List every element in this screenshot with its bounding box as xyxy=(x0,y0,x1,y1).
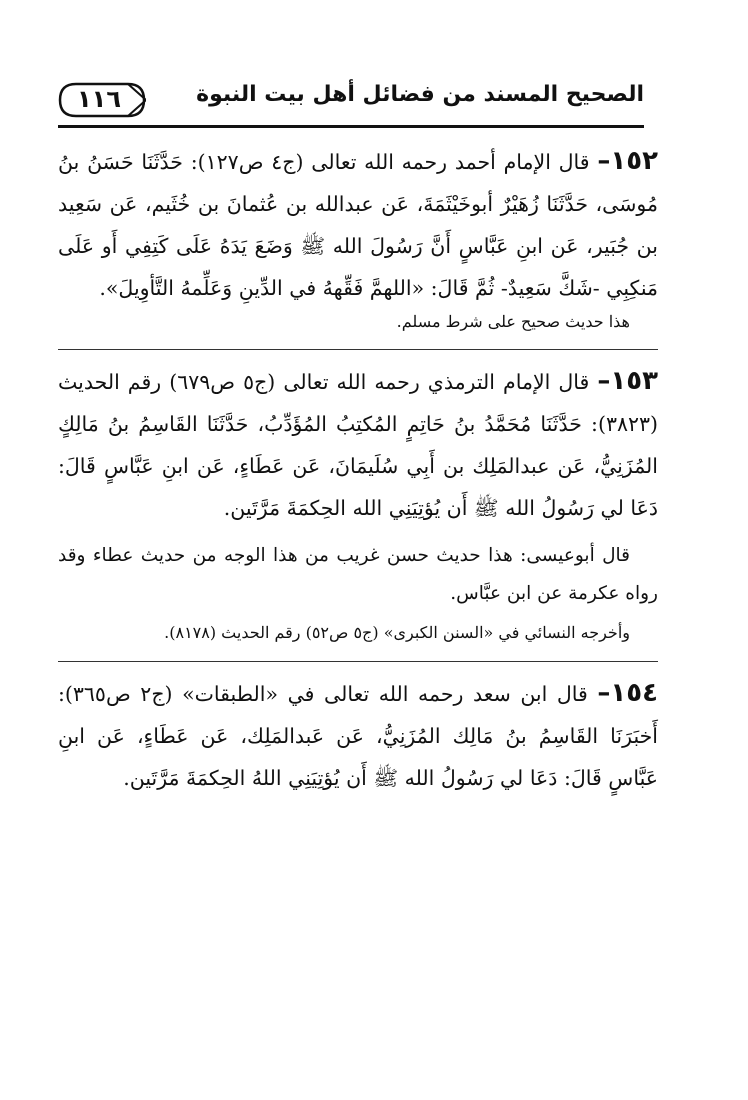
hadith-152 xyxy=(58,140,658,309)
running-title: الصحيح المسند من فضائل أهل بيت النبوة xyxy=(196,82,644,107)
page-number-badge xyxy=(58,82,146,118)
page-number: ١١٦ xyxy=(77,85,121,113)
page-content xyxy=(58,140,658,799)
hadith-153 xyxy=(58,360,658,529)
section-divider xyxy=(58,349,658,350)
section-divider xyxy=(58,661,658,662)
hadith-text: قال الإمام الترمذي رحمه الله تعالى (ج٥ ص٦٧٩) رقم الحديث (٣٨٢٣): حَدَّثَنَا مُحَمَّدُ بنُ حَاتِمٍ المُكتِبُ المُؤَدِّبُ، حَدَّثَنَا القَاسِمُ بنُ مَالِكٍ المُزَنِيُّ، عَن عبدالمَلِك بن أَبِي سُلَيمَانَ، عَن عَطَاءٍ، عَن ابنِ عَبَّاسٍ قَالَ: دَعَا لي رَسُولُ الله ﷺ أَن يُؤتِيَنِي الله الحِكمَةَ مَرَّتَين. xyxy=(58,370,658,520)
header-rule xyxy=(58,125,644,128)
page-header xyxy=(58,78,644,126)
hadith-154 xyxy=(58,672,658,799)
hadith-commentary: قال أبوعيسى: هذا حديث حسن غريب من هذا الوجه من حديث عطاء وقد رواه عكرمة عن ابن عبَّاس. xyxy=(58,545,658,604)
hadith-text: قال الإمام أحمد رحمه الله تعالى (ج٤ ص١٢٧): حَدَّثَنَا حَسَنُ بنُ مُوسَى، حَدَّثَنَا زُهَيْرٌ أبوخَيْثَمَةَ، عَن عبدالله بن عُثمانَ بن خُثَيم، عَن سَعِيد بن جُبَير، عَن ابنِ عَبَّاسٍ أَنَّ رَسُولَ الله ﷺ وَضَعَ يَدَهُ عَلَى كَتِفِي أَو عَلَى مَنكِبِي -شَكَّ سَعِيدٌ- ثُمَّ قَالَ: «اللهمَّ فَقِّههُ في الدِّينِ وَعَلِّمهُ التَّأوِيلَ». xyxy=(58,150,658,300)
hadith-number: ١٥٢– xyxy=(597,146,658,176)
hadith-number: ١٥٤– xyxy=(597,678,658,708)
hadith-grade: هذا حديث صحيح على شرط مسلم. xyxy=(396,312,630,331)
hadith-text: قال ابن سعد رحمه الله تعالى في «الطبقات» (ج٢ ص٣٦٥): أَخبَرَنَا القَاسِمُ بنُ مَالِك المُزَنِيُّ، عَن عَبدالمَلِك، عَن عَطَاءٍ، عَن ابنِ عَبَّاسٍ قَالَ: دَعَا لي رَسُولُ الله ﷺ أَن يُؤتِيَنِي اللهُ الحِكمَةَ مَرَّتَين. xyxy=(58,682,658,790)
hadith-reference: وأخرجه النسائي في «السنن الكبرى» (ج٥ ص٥٢) رقم الحديث (٨١٧٨). xyxy=(164,623,630,642)
hadith-number: ١٥٣– xyxy=(597,366,658,396)
